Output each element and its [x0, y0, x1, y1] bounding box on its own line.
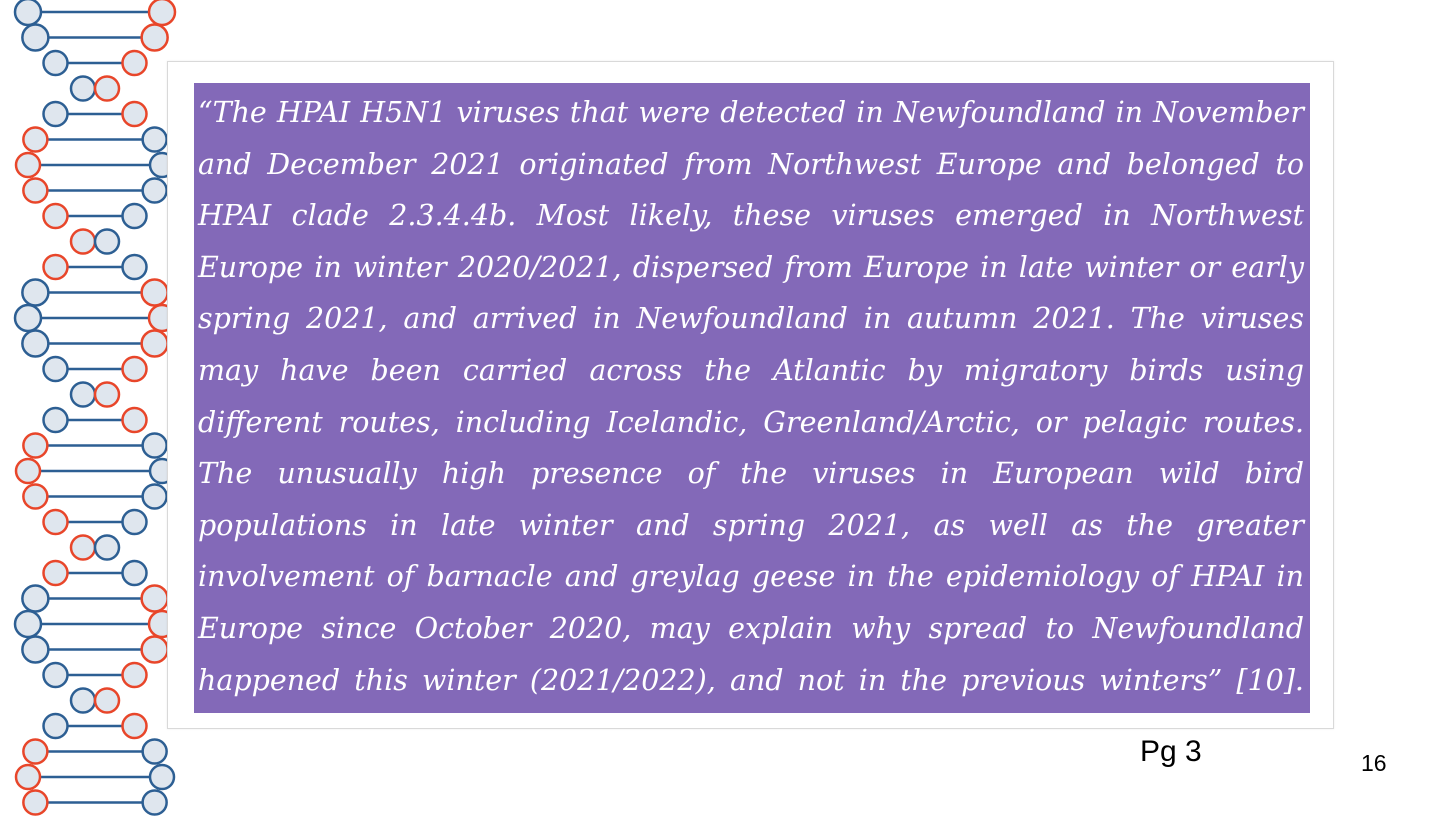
dna-node	[44, 255, 68, 279]
quote-panel	[194, 83, 1310, 713]
dna-node	[95, 536, 119, 560]
quote-text: “The HPAI H5N1 viruses that were detected in Newfoundland in November and December 2021 originated from Northwest Europe and belonged to HPAI clade 2.3.4.4b. Most likely, these viruses emerged in Northwest Europe in winter 2020/2021, dispersed from Europe in late winter or early spring 2021, and arrived in Newfoundland in autumn 2021. The viruses may have been carried across the Atlantic by migratory birds using different routes, including Icelandic, Greenland/Arctic, or pelagic routes. The unusually high presence of the viruses in European wild bird populations in late winter and spring 2021, as well as the greater involvement of barnacle and greylag geese in the epidemiology of HPAI in Europe since October 2020, may explain why spread to Newfoundland happened this winter (2021/2022), and not in the previous winters” [10].	[198, 96, 1304, 697]
dna-node	[44, 408, 68, 432]
dna-node	[143, 791, 167, 815]
dna-node	[143, 434, 167, 458]
dna-node	[142, 586, 168, 612]
dna-node	[15, 305, 41, 331]
dna-node	[23, 485, 47, 509]
dna-node	[142, 25, 168, 51]
dna-node	[142, 280, 168, 306]
dna-node	[143, 485, 167, 509]
dna-node	[71, 77, 95, 101]
dna-node	[150, 765, 174, 789]
dna-node	[44, 510, 68, 534]
page-reference: Pg 3	[1140, 735, 1202, 768]
dna-node	[71, 383, 95, 407]
dna-node	[142, 637, 168, 663]
dna-node	[44, 51, 68, 75]
dna-node	[95, 230, 119, 254]
dna-node	[16, 459, 40, 483]
dna-node	[123, 102, 147, 126]
dna-node	[22, 25, 48, 51]
dna-node	[123, 510, 147, 534]
dna-node	[44, 357, 68, 381]
dna-node	[22, 637, 48, 663]
dna-node	[44, 561, 68, 585]
dna-node	[123, 663, 147, 687]
dna-node	[22, 586, 48, 612]
dna-node	[44, 663, 68, 687]
dna-node	[71, 536, 95, 560]
dna-node	[123, 408, 147, 432]
slide-number: 16	[1361, 750, 1387, 776]
dna-node	[15, 0, 41, 25]
dna-node	[22, 280, 48, 306]
dna-node	[23, 179, 47, 203]
dna-node	[71, 689, 95, 713]
dna-node	[123, 561, 147, 585]
dna-node	[143, 128, 167, 152]
dna-node	[23, 740, 47, 764]
dna-node	[16, 153, 40, 177]
dna-node	[143, 179, 167, 203]
dna-node	[149, 0, 175, 25]
dna-node	[95, 77, 119, 101]
quote-frame	[167, 61, 1334, 729]
dna-node	[23, 128, 47, 152]
dna-node	[44, 204, 68, 228]
dna-node	[95, 689, 119, 713]
dna-node	[95, 383, 119, 407]
dna-node	[71, 230, 95, 254]
dna-node	[23, 791, 47, 815]
dna-node	[143, 740, 167, 764]
dna-node	[44, 714, 68, 738]
dna-node	[123, 255, 147, 279]
dna-node	[22, 331, 48, 357]
dna-node	[123, 714, 147, 738]
dna-node	[15, 611, 41, 637]
dna-node	[44, 102, 68, 126]
dna-node	[16, 765, 40, 789]
dna-node	[123, 204, 147, 228]
dna-node	[123, 357, 147, 381]
dna-node	[142, 331, 168, 357]
dna-node	[123, 51, 147, 75]
dna-node	[23, 434, 47, 458]
